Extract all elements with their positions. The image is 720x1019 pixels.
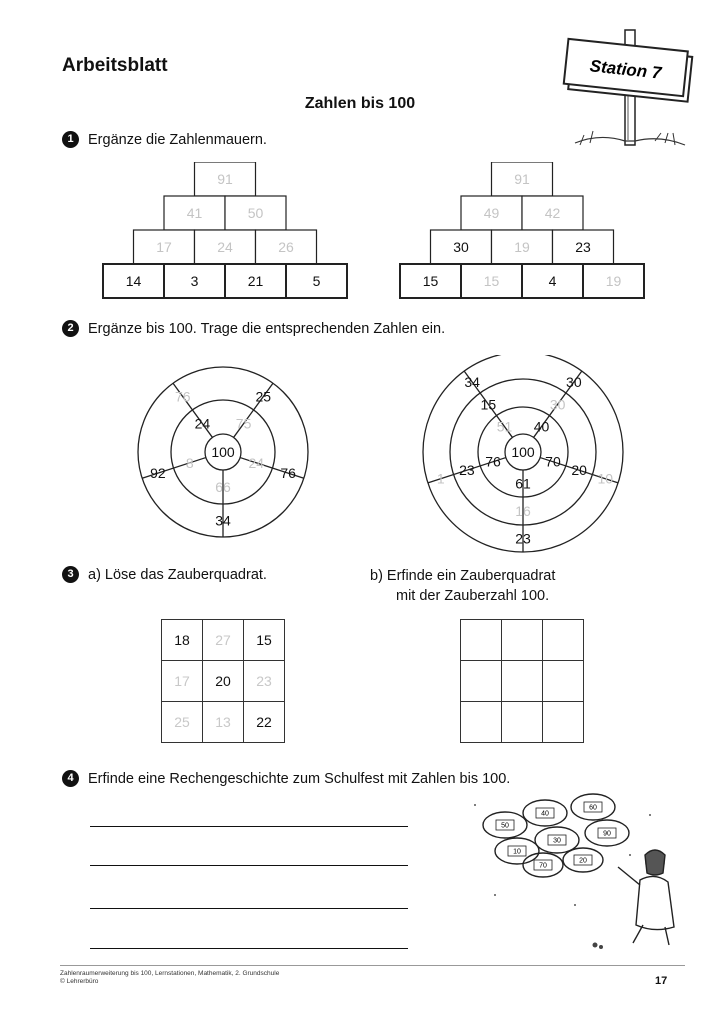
wall-brick-value: 23 [575,239,591,255]
magic-square-cell: 23 [244,661,285,702]
magic-square-cell: 18 [162,620,203,661]
wheel-inner-value: 70 [545,453,561,470]
hopscotch-illustration [455,785,685,960]
wheel-outer-value: 30 [566,374,582,391]
hopscotch-number: 70 [539,862,547,870]
station-sign [555,25,705,160]
wheel-middle-value: 20 [571,462,587,479]
task4-instruction: 4 Erfinde eine Rechengeschichte zum Schulfest mit Zahlen bis 100. [62,770,510,787]
wall-brick-value: 91 [514,171,530,187]
page-subtitle: Zahlen bis 100 [304,95,416,112]
footer-rule [60,965,685,966]
magic-square-a [161,619,285,743]
wall-brick-value: 17 [156,239,172,255]
task-number-3: 3 [62,566,79,583]
empty-cell[interactable] [461,661,502,702]
magic-square-cell: 17 [162,661,203,702]
wall-brick-value: 19 [514,239,530,255]
page-title: Arbeitsblatt [62,55,168,76]
number-wheels [120,355,650,560]
page-number: 17 [655,975,668,987]
writing-line[interactable] [90,865,408,866]
magic-square-cell: 25 [162,702,203,743]
empty-cell[interactable] [502,661,543,702]
footer-text: Zahlenraumerweiterung bis 100, Lernstationen, Mathematik, 2. Grundschule © Lehrerbüro [60,970,280,985]
wheel-outer-value: 10 [597,470,614,487]
empty-cell[interactable] [502,620,543,661]
writing-line[interactable] [90,826,408,827]
wheel-inner-value: 66 [215,479,231,495]
empty-cell[interactable] [543,702,584,743]
magic-square-cell: 20 [203,661,244,702]
wheel-outer-value: 34 [464,374,480,391]
wheel-outer-value: 34 [215,512,231,529]
wall-brick-value: 24 [217,239,233,255]
writing-line[interactable] [90,908,408,909]
wall-brick-value: 42 [544,205,561,221]
number-wheel-left [138,367,308,537]
empty-cell[interactable] [543,661,584,702]
wall-brick-value: 19 [605,273,622,289]
wheel-outer-value: 25 [255,388,272,405]
hopscotch-number: 10 [513,848,521,856]
hopscotch-number: 30 [553,837,561,845]
hopscotch-number: 20 [579,857,587,865]
empty-cell[interactable] [461,620,502,661]
wheel-outer-value: 92 [150,465,166,482]
number-wheel-right [423,355,623,552]
wall-brick-value: 3 [190,273,199,289]
number-wall-right [400,162,644,298]
magic-square-cell: 13 [203,702,244,743]
wall-brick-value: 41 [186,205,203,221]
wheel-inner-value: 40 [533,418,550,435]
wall-brick-value: 49 [483,205,500,221]
wheel-inner-value: 75 [235,415,252,432]
empty-cell[interactable] [502,702,543,743]
wheel-middle-value: 30 [549,396,566,413]
hopscotch-number: 40 [541,810,549,818]
hopscotch-number: 50 [501,822,509,830]
magic-square-cell: 15 [244,620,285,661]
writing-line[interactable] [90,948,408,949]
station-label: Station 7 [588,56,663,83]
wheel-inner-value: 51 [496,418,513,435]
wall-brick-value: 14 [125,273,142,289]
wheel-inner-value: 61 [515,475,531,492]
wheel-outer-value: 1 [436,470,445,487]
wall-brick-value: 15 [422,273,439,289]
task2-instruction: 2 Ergänze bis 100. Trage die entsprechenden Zahlen ein. [62,320,445,337]
empty-cell[interactable] [461,702,502,743]
magic-square-cell: 27 [203,620,244,661]
wheel-outer-value: 76 [280,465,296,482]
wall-brick-value: 4 [548,273,557,289]
wheel-inner-value: 24 [194,415,211,432]
wall-brick-value: 5 [312,273,321,289]
task3-instruction-b: b) Erfinde ein Zauberquadrat mit der Zauberzahl 100. [370,568,556,604]
hopscotch-number: 90 [603,830,611,838]
wheel-center-value: 100 [511,444,535,460]
number-wall-left [103,162,347,298]
magic-square-b[interactable] [460,619,584,743]
wall-brick-value: 30 [453,239,469,255]
wheel-middle-value: 23 [459,462,475,479]
wall-brick-value: 91 [217,171,233,187]
magic-square-cell: 22 [244,702,285,743]
number-walls [100,162,650,302]
wheel-outer-value: 76 [174,388,191,405]
wall-brick-value: 26 [278,239,294,255]
wheel-middle-value: 15 [480,396,497,413]
task-number-1: 1 [62,131,79,148]
wheel-inner-value: 76 [485,453,501,470]
wheel-center-value: 100 [211,444,235,460]
wheel-inner-value: 24 [248,454,265,471]
wall-brick-value: 21 [247,273,264,289]
wheel-middle-value: 16 [515,503,531,519]
wheel-inner-value: 8 [185,454,194,471]
task3-instruction-a: 3 a) Löse das Zauberquadrat. [62,566,267,583]
hopscotch-number: 60 [589,804,597,812]
wall-brick-value: 15 [483,273,500,289]
empty-cell[interactable] [543,620,584,661]
wall-brick-value: 50 [247,205,264,221]
task-number-4: 4 [62,770,79,787]
task1-instruction: 1 Ergänze die Zahlenmauern. [62,131,267,148]
task-number-2: 2 [62,320,79,337]
wheel-outer-value: 23 [515,530,531,547]
